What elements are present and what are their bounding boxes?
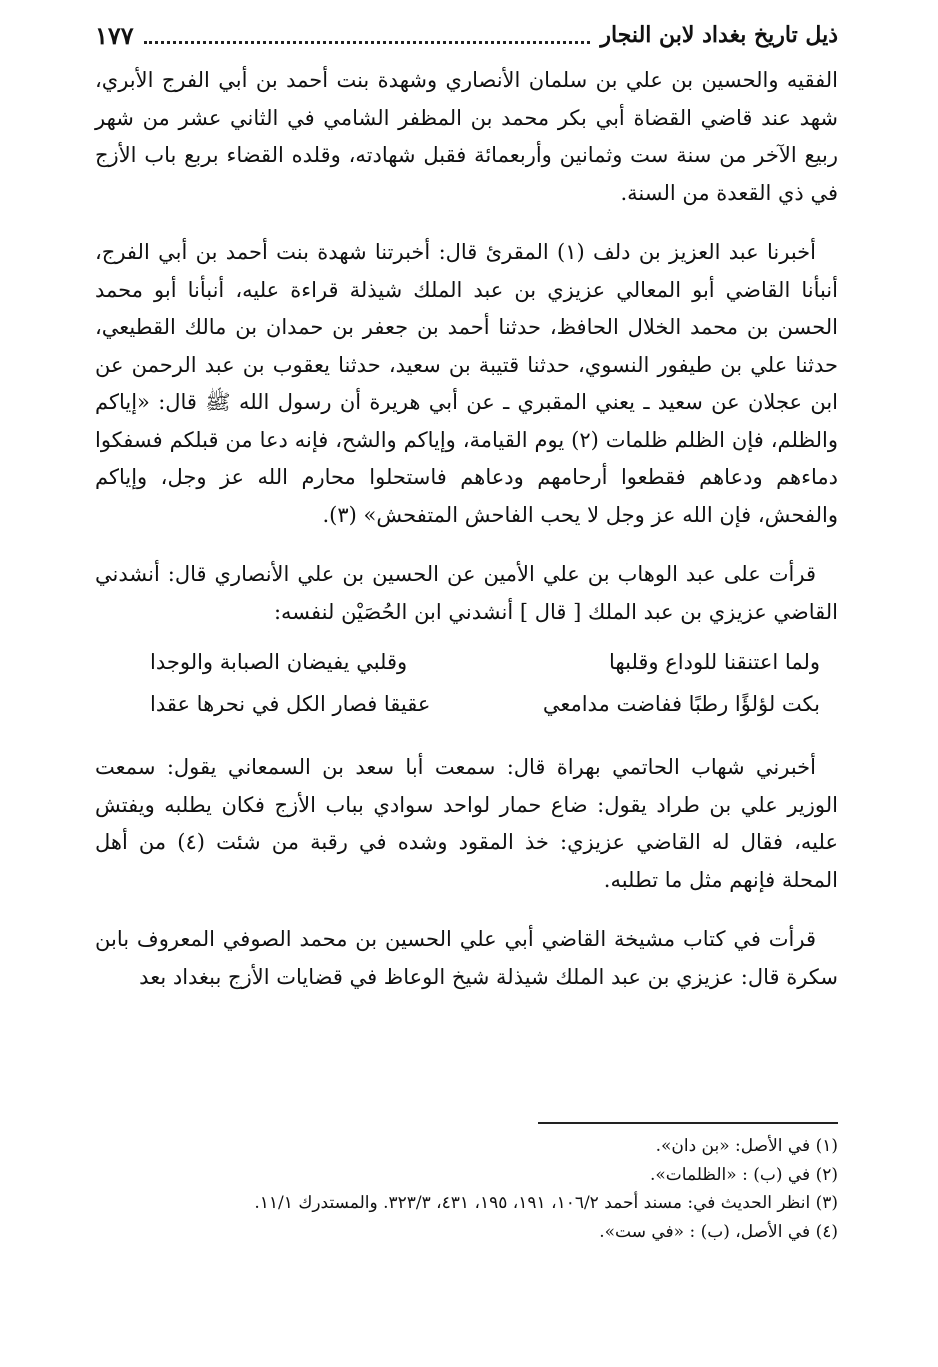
footnotes	[95, 1132, 838, 1246]
book-title: ذيل تاريخ بغداد لابن النجار	[600, 22, 838, 48]
footnote-separator	[538, 1122, 838, 1124]
verse-2-first-hemistich: بكت لؤلؤًا رطبًا ففاضت مدامعي	[542, 692, 820, 716]
verse-2-second-hemistich: عقيقا فصار الكل في نحرها عقدا	[150, 692, 431, 716]
footnote-3: (٣) انظر الحديث في: مسند أحمد ١٠٦/٢، ١٩١، ١٩٥، ٤٣١، ٣٢٣/٣. والمستدرك ١١/١.	[254, 1193, 838, 1213]
verse-1-second-hemistich: وقلبي يفيضان الصبابة والوجدا	[150, 650, 408, 674]
poem	[95, 641, 838, 725]
paragraph-3: قرأت على عبد الوهاب بن علي الأمين عن الحسين بن علي الأنصاري قال: أنشدني القاضي عزيزي بن عبد الملك [ قال ] أنشدني ابن الحُصَيْن لنفسه:	[95, 562, 838, 624]
verse-1-first-hemistich: ولما اعتنقنا للوداع وقلبها	[609, 650, 820, 674]
verse-line-2	[95, 683, 838, 725]
paragraph-2: أخبرنا عبد العزيز بن دلف (١) المقرئ قال: أخبرتنا شهدة بنت أحمد بن أبي الفرج، أنبأنا القاضي أبو المعالي عزيزي بن عبد الملك شيذلة قراءة عليه، أنبأنا أبو محمد الحسن بن محمد الخلال الحافظ، حدثنا أحمد بن جعفر بن حمدان بن مالك القطيعي، حدثنا علي بن طيفور النسوي، حدثنا قتيبة بن سعيد، حدثنا يعقوب بن عبد الرحمن عن ابن عجلان عن سعيد ـ يعني المقبري ـ عن أبي هريرة أن رسول الله ﷺ قال: «إياكم والظلم، فإن الظلم ظلمات (٢) يوم القيامة، وإياكم والشح، فإنه دعا من قبلكم فسفكوا دماءهم ودعاهم فقطعوا أرحامهم ودعاهم فاستحلوا محارم الله عز وجل، وإياكم والفحش، فإن الله عز وجل لا يحب الفاحش المتفحش» (٣).	[95, 240, 839, 527]
paragraph-5: قرأت في كتاب مشيخة القاضي أبي علي الحسين بن محمد الصوفي المعروف بابن سكرة قال: عزيزي بن عبد الملك شيذلة شيخ الوعاظ في قضايات الأزج ببغداد بعد	[95, 927, 838, 989]
page-number: ١٧٧	[95, 20, 134, 50]
verse-line-1	[95, 641, 838, 683]
paragraph-1: الفقيه والحسين بن علي بن سلمان الأنصاري وشهدة بنت أحمد بن أبي الفرج الأبري، شهد عند قاضي القضاة أبي بكر محمد بن المظفر الشامي في الثاني عشر من شهر ربيع الآخر من سنة ست وثمانين وأربعمائة فقبل شهادته، وقلده القضاء بربع باب الأزج في ذي القعدة من السنة.	[95, 68, 838, 205]
footnote-4: (٤) في الأصل، (ب) : «في ست».	[599, 1221, 838, 1242]
footnote-1: (١) في الأصل: «بن دان».	[655, 1136, 838, 1156]
footnote-2: (٢) في (ب) : «الظلمات».	[649, 1164, 838, 1185]
header-leader-dots	[144, 27, 591, 44]
running-header	[95, 12, 838, 58]
paragraph-4: أخبرني شهاب الحاتمي بهراة قال: سمعت أبا سعد بن السمعاني يقول: سمعت الوزير علي بن طراد يقول: ضاع حمار لواحد سوادي بباب الأزج فكان يطلبه ويفتش عليه، فقال له القاضي عزيزي: خذ المقود وشده في رقبة من شئت (٤) من أهل المحلة فإنهم مثل ما تطلبه.	[95, 755, 838, 892]
main-text	[95, 62, 838, 1018]
